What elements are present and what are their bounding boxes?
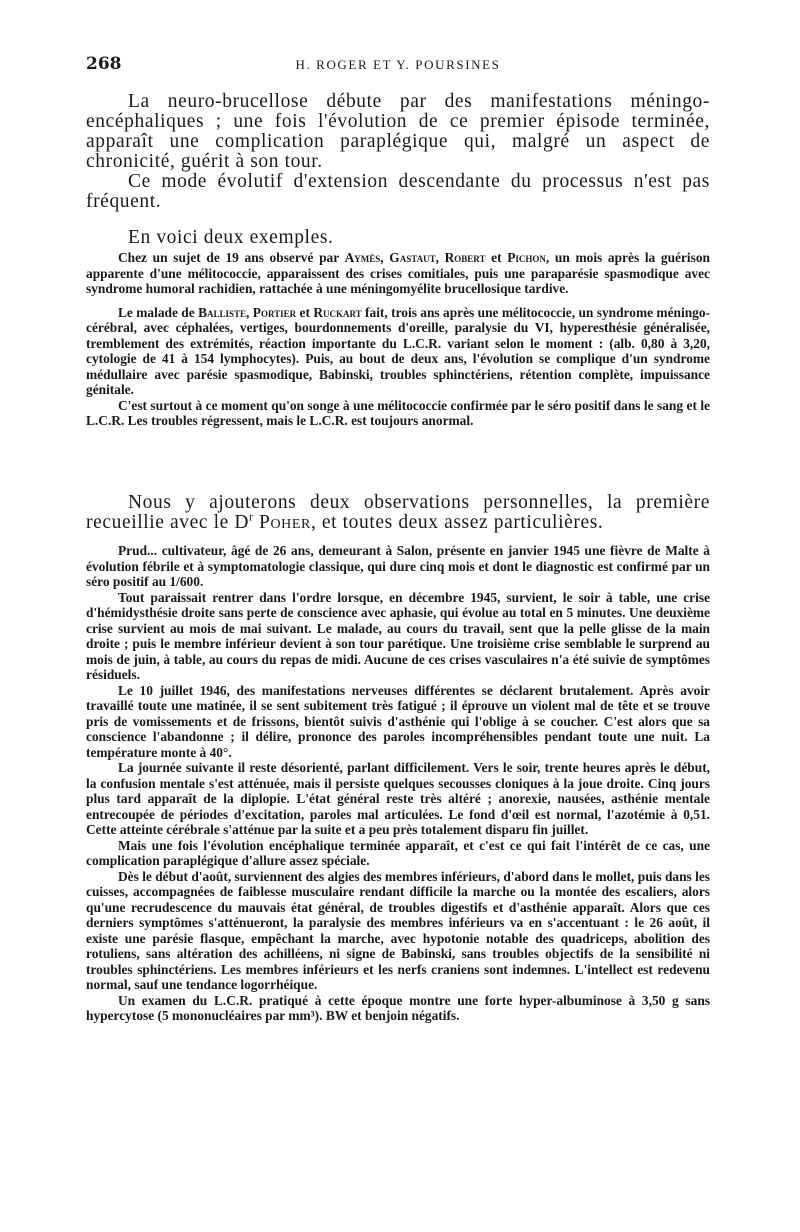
intro-paragraph-3: En voici deux exemples. [128, 227, 334, 248]
cases-block [86, 250, 710, 429]
case-1-paragraph [86, 250, 710, 297]
obs-paragraph-6: Dès le début d'août, surviennent des algies des membres inférieurs, d'abord dans le mollet, puis dans les cuisses, accompagnées de faiblesse musculaire rendant difficile la marche ou la montée des escaliers, alors qu'une recrudescence du mauvais état général, de troubles digestifs et d'asthénie apparaît. Alors que ces derniers symptômes s'atténueront, la paralysie des membres inférieurs va en s'accentuant : le 26 août, il existe une parésie flasque, empêchant la marche, avec hypotonie notable des quadriceps, abolition des rotuliens, sans altération des achilléens, ni signe de Babinski, sans troubles objectifs de la sensibilité ni troubles sphinctériens. Les membres inférieurs et les nerfs craniens sont indemnes. L'intellect est redevenu normal, sauf une tendance logorrhéique. [86, 868, 710, 992]
intro-paragraph-1: La neuro-brucellose débute par des manifestations méningo-encéphaliques ; une fois l'évolution de ce premier épisode terminée, apparaît une complication paraplégique qui, malgré un aspect de chronicité, guérit à son tour. [86, 91, 710, 172]
case-2-paragraph [86, 305, 710, 398]
running-title: H. ROGER ET Y. POURSINES [295, 57, 501, 72]
observation-block [86, 543, 710, 1024]
section-2-lead: Nous y ajouterons deux observations personnelles, la première recueillie avec le D [86, 492, 710, 533]
obs-paragraph-5: Mais une fois l'évolution encéphalique terminée apparaît, et c'est ce qui fait l'intérêt de ce cas, une complication paraplégique d'allure assez spéciale. [86, 837, 710, 868]
obs-paragraph-1: Prud... cultivateur, âgé de 26 ans, demeurant à Salon, présente en janvier 1945 une fièvre de Malte à évolution fébrile et à symptomatologie classique, qui dure cinq mois et dont le diagnostic est confirmé par un séro positif au 1/600. [86, 543, 710, 589]
section-2-paragraph [86, 493, 710, 533]
case-1-author-last: Pichon [507, 250, 546, 265]
obs-paragraph-2: Tout paraissait rentrer dans l'ordre lorsque, en décembre 1945, survient, le soir à table, une crise d'hémidysthésie droite sans perte de conscience avec aphasie, qui évolue au total en 5 minutes. Une deuxième crise survient au mois de mai suivant. Le malade, au cours du travail, sent que la pelle glisse de la main droite ; puis le membre inférieur devient à son tour parétique. Une troisième crise semblable le surprend au mois de juin, à table, au cours du repas de midi. Aucune de ces crises vasculaires n'a été suivie de symptômes résiduels. [86, 589, 710, 682]
case-2-author-last: Ruckart [313, 304, 362, 320]
case-2-authors: Balliste, Portier [198, 304, 297, 320]
case-1-rest: , un mois après la guérison apparente d'une mélitococcie, apparaissent des crises comitiales, puis une paraparésie spasmodique avec syndrome humoral rachidien, rattachée à une méningomyélite brucellosique tardive. [86, 250, 711, 296]
section-2-heading [86, 493, 710, 533]
page-number: 268 [86, 54, 122, 74]
intro-paragraph-2: Ce mode évolutif d'extension descendante du processus n'est pas fréquent. [86, 171, 710, 212]
case-2-and: et [296, 304, 314, 320]
case-1-and: et [485, 250, 508, 265]
section-2-name: Poher [253, 512, 311, 533]
intro-block [86, 92, 710, 248]
case-1-lead: Chez un sujet de 19 ans observé par [118, 250, 345, 265]
obs-paragraph-4: La journée suivante il reste désorienté, parlant difficilement. Vers le soir, trente heures après le début, la confusion mentale s'est atténuée, mais il persiste quelques secousses cloniques à la joue droite. Cinq jours plus tard apparaît de la diplopie. L'état général reste très altéré ; anorexie, nausées, asthénie mentale entrecoupée de périodes d'excitation, paroles mal articulées. Le fond d'œil est normal, l'azotémie à 0,51. Cette atteinte cérébrale s'atténue par la suite et a peu près totalement disparu fin juillet. [86, 760, 710, 837]
section-2-sup: r [249, 510, 254, 524]
case-1-authors: Aymès, Gastaut, Robert [344, 250, 486, 265]
section-2-rest: , et toutes deux assez particulières. [310, 512, 604, 533]
obs-paragraph-3: Le 10 juillet 1946, des manifestations nerveuses différentes se déclarent brutalement. Après avoir travaillé toute une matinée, il se sent subitement très fatigué ; il éprouve un violent mal de tête et se trouve pris de vomissements et de frissons, bientôt suivis d'asthénie qui l'oblige à se coucher. C'est alors que sa conscience l'abandonne ; il délire, prononce des paroles incompréhensibles pendant toute une nuit. La température monte à 40°. [86, 682, 710, 760]
page-header [86, 54, 710, 76]
case-2-lead: Le malade de [118, 304, 199, 320]
case-2-paragraph-2: C'est surtout à ce moment qu'on songe à une mélitococcie confirmée par le séro positif dans le sang et le L.C.R. Les troubles régressent, mais le L.C.R. est toujours anormal. [86, 397, 710, 428]
case-2-rest: fait, trois ans après une mélitococcie, un syndrome méningo-cérébral, avec céphalées, vertiges, bourdonnements d'oreille, paralysie du VI, hyperesthésie généralisée, tremblement des extrémités, réaction importante du L.C.R. variant selon le moment : (alb. 0,80 à 3,20, cytologie de 41 à 154 lymphocytes). Puis, au bout de deux ans, l'évolution se complique d'un syndrome médullaire avec parésie spasmodique, Babinski, troubles sphinctériens, rétention complète, impuissance génitale. [86, 304, 710, 397]
obs-paragraph-7: Un examen du L.C.R. pratiqué à cette époque montre une forte hyper-albuminose à 3,50 g sans hypercytose (5 mononucléaires par mm³). BW et benjoin négatifs. [86, 992, 710, 1023]
